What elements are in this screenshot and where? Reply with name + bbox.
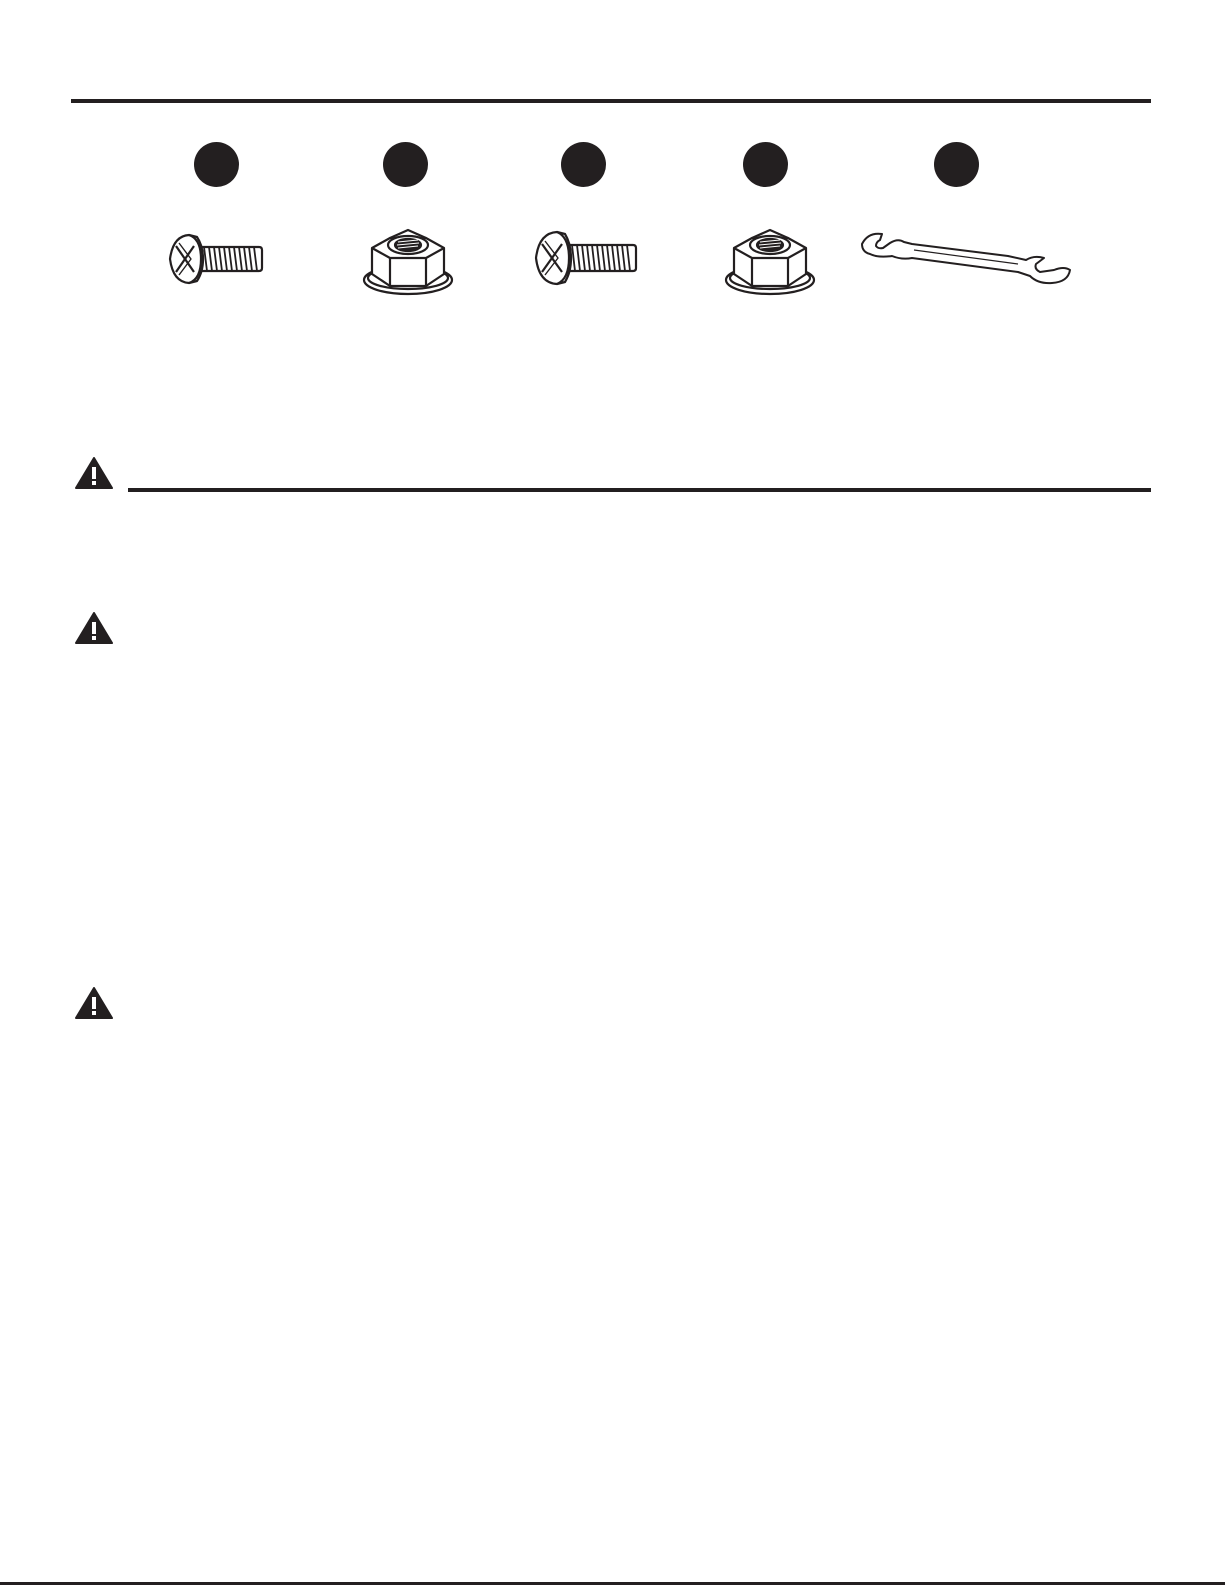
flange-nut-icon — [358, 220, 458, 300]
part-badge-4 — [743, 142, 788, 187]
flange-nut-icon — [720, 220, 820, 300]
part-badge-3 — [561, 142, 606, 187]
machine-screw-icon — [531, 228, 641, 288]
warning-section-divider — [128, 488, 1151, 492]
part-badge-1 — [194, 142, 239, 187]
part-badge-2 — [383, 142, 428, 187]
warning-triangle-icon — [75, 611, 113, 645]
warning-triangle-icon — [75, 986, 113, 1020]
part-badge-5 — [934, 142, 979, 187]
section-divider-top — [71, 99, 1151, 103]
wrench-icon — [858, 222, 1080, 288]
machine-screw-icon — [165, 230, 265, 288]
warning-triangle-icon — [75, 456, 113, 490]
